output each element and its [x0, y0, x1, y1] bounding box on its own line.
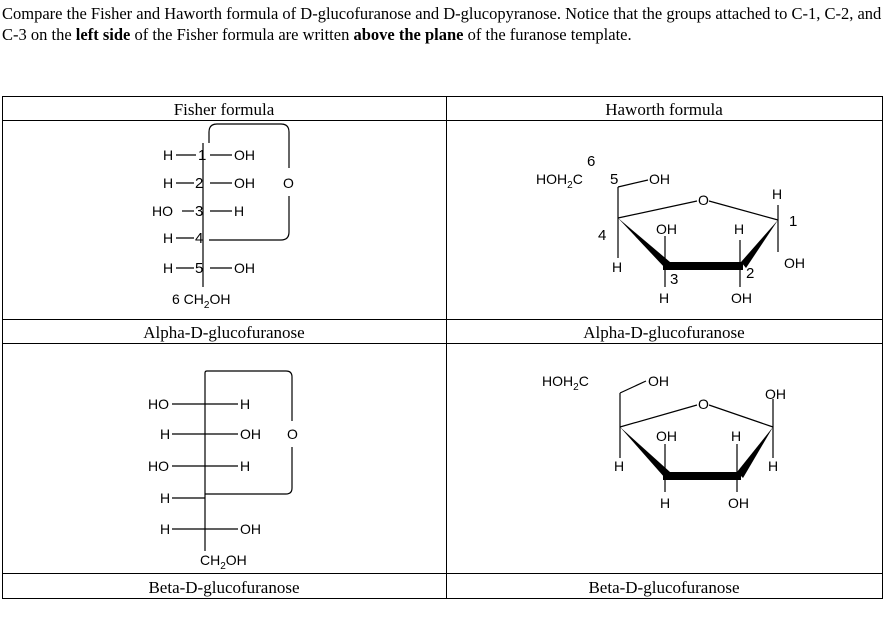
ha-c2-oh: OH — [731, 290, 752, 306]
ha-c3-h: H — [659, 290, 670, 306]
ha-c4-num: 4 — [598, 227, 607, 244]
caption-beta-haworth: Beta-D-glucofuranose — [588, 578, 740, 597]
fb-c1-h: H — [240, 396, 251, 412]
fa-c2-oh: OH — [234, 175, 255, 191]
fb-c5-h: H — [160, 521, 171, 537]
fa-c1-oh: OH — [234, 147, 255, 163]
fb-c3-ho: HO — [148, 458, 169, 474]
ha-c5-num: 5 — [610, 171, 619, 188]
intro-bold-left-side: left side — [75, 24, 131, 44]
intro-bold-above-plane: above the plane — [353, 24, 464, 44]
hb-wedge-front — [663, 472, 741, 480]
fa-c1-h: H — [163, 147, 174, 163]
ha-c3-oh: OH — [656, 221, 677, 237]
fb-c1-ho: HO — [148, 396, 169, 412]
header-fisher: Fisher formula — [173, 100, 275, 119]
fa-c3-num: 3 — [195, 203, 204, 220]
fa-c3-h: H — [234, 203, 245, 219]
ha-c3-num: 3 — [670, 271, 679, 288]
fa-c1-num: 1 — [198, 147, 207, 164]
ha-hoh2c: $HOH_2C$ — [536, 171, 583, 191]
ha-c1-oh: OH — [784, 255, 805, 271]
fa-c4-num: 4 — [195, 230, 204, 247]
fb-c5-oh: OH — [240, 521, 261, 537]
fa-ring-oxygen: O — [283, 175, 294, 191]
hb-ring-oxygen: O — [698, 396, 709, 412]
fb-c3-h: H — [240, 458, 251, 474]
header-haworth: Haworth formula — [605, 100, 723, 119]
fb-c2-oh: OH — [240, 426, 261, 442]
fa-c5-num: 5 — [195, 260, 204, 277]
ha-c5-oh: OH — [649, 171, 670, 187]
intro-text-2: of the Fisher formula are written — [130, 24, 354, 44]
intro-text-3: of the furanose template. — [463, 24, 632, 44]
ha-c1-h: H — [772, 186, 783, 202]
table-grid — [3, 97, 883, 599]
hb-c5-oh: OH — [648, 373, 669, 389]
fisher-beta-structure — [148, 371, 298, 572]
hb-c1-oh: OH — [765, 386, 786, 402]
hb-c4-h: H — [614, 458, 625, 474]
hb-c2-h: H — [731, 428, 742, 444]
fa-c2-num: 2 — [195, 175, 204, 192]
hb-c3-oh: OH — [656, 428, 677, 444]
ha-c6-num: 6 — [587, 153, 596, 170]
haworth-beta-structure — [542, 373, 786, 511]
ha-ring-oxygen: O — [698, 192, 709, 208]
hb-c1-h: H — [768, 458, 779, 474]
hb-c2-oh: OH — [728, 495, 749, 511]
hb-hoh2c: $HOH_2C$ — [542, 373, 589, 393]
ha-c4-h: H — [612, 259, 623, 275]
caption-alpha-haworth: Alpha-D-glucofuranose — [583, 323, 745, 342]
ha-c2-num: 2 — [746, 265, 755, 282]
hb-c3-h: H — [660, 495, 671, 511]
fa-c3-ho: HO — [152, 203, 173, 219]
haworth-alpha-structure — [536, 153, 805, 306]
ha-wedge-right — [741, 220, 778, 268]
intro-text-1: Compare the Fisher and Haworth formula of D-glucofuranose and D-glucopyranose. Notice that the groups attached to C-1, C-2, and C-3 on the — [2, 4, 882, 44]
ha-c1-num: 1 — [789, 213, 798, 230]
fa-c5-h: H — [163, 260, 174, 276]
fa-c5-oh: OH — [234, 260, 255, 276]
fb-ring-oxygen: O — [287, 426, 298, 442]
fb-c4-h: H — [160, 490, 171, 506]
caption-beta-fisher: Beta-D-glucofuranose — [148, 578, 300, 597]
caption-alpha-fisher: Alpha-D-glucofuranose — [143, 323, 305, 342]
fa-c6-ch2oh: 6 $CH_2OH$ — [172, 291, 231, 311]
fa-c2-h: H — [163, 175, 174, 191]
fa-c4-h: H — [163, 230, 174, 246]
ha-c2-h: H — [734, 221, 745, 237]
fisher-alpha-structure — [152, 124, 294, 311]
fb-c2-h: H — [160, 426, 171, 442]
ha-wedge-front — [663, 262, 743, 270]
fb-c6-ch2oh: $CH_2OH$ — [200, 552, 247, 572]
